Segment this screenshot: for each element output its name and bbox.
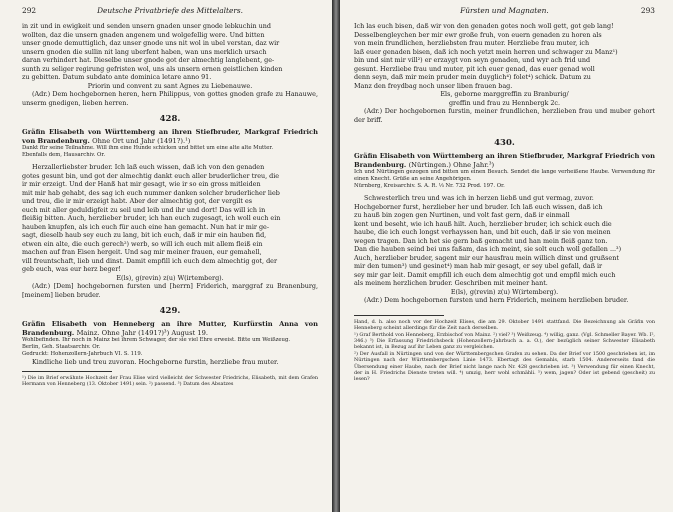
text-line: fleißig bitten. Auch, herzlieber bruder, ich han euch zugesagt, ich woll euch ein: [22, 214, 281, 223]
left-page: [0, 0, 332, 512]
text-line: denn seyn, daß mir mein pruder mein duyglich⁴) folet⁴) schick. Datum zu: [354, 73, 591, 81]
signature: greffin und frau zu Hennbergk 2c.: [448, 98, 561, 107]
text-line: vill freuntschaft, lieb und dinst. Damit empfill ich euch dem almechtig got, der: [22, 256, 277, 265]
letter-summary: Dankt für seine Teilnahme. Will ihm eine Hunde schicken und bittet um eine alte alte Mutter.: [22, 145, 274, 152]
text-line: hauben knupfen, als ich euch für auch eine han gemacht. Nun hat ir mir ge-: [22, 222, 269, 231]
text-line: zu hauß bin zogen gen Nurtinen, und volt fast gern, daß ir einmall: [354, 211, 570, 220]
text-line: in zit und in ewigkeit und senden unsern gnaden unser gnode lebkuchin und: [22, 22, 271, 30]
letter-title-text: Gräfin Elisabeth von Henneberg an ihre Mutter, Kurfürstin Anna von Brandenburg.: [22, 320, 318, 337]
running-head-title: Fürsten und Magnaten.: [460, 6, 549, 15]
signature: E(ls), g(revin) z(u) W(irtemberg).: [116, 273, 224, 282]
text-line: Desselbengleychen ber mir ewr große fruh, von euern genaden zu horen als: [354, 30, 602, 39]
text-line: zu gebitten. Datum subdato ante dominica letare anno 91.: [22, 73, 212, 81]
continued-letter: [22, 22, 318, 107]
letter-number: 428.: [159, 114, 181, 124]
text-line: wollten, daz die unsern gnaden angenem und wolgefellig were. Und bitten: [22, 30, 265, 39]
letter-body: [22, 163, 318, 299]
text-line: Ich las euch bisen, daß wir von den genaden gotes noch woll gett, got geb lang!: [354, 22, 614, 30]
signature: Priorin und convent zu sant Agnes zu Liebenauwe.: [87, 81, 253, 90]
letter-number: 430.: [494, 138, 515, 148]
letter-date: Ohne Ort und Jahr (1491?).¹): [92, 136, 191, 145]
letter-number: 429.: [159, 306, 181, 317]
address: (Adr.) Der hochgebornen furstin, meiner frundlichen, herzlieben frau und muber gehort der briff.: [354, 107, 655, 124]
letter-body: Kindliche lieb und treu zuvoran. Hochgeborne furstin, herzliebe frau muter.: [32, 358, 279, 367]
text-line: sagt, dieselb haub sey euch zu lang, bit ich euch, daß ir mir ein hauben fid,: [22, 231, 267, 240]
address: (Adr.) Dem hochgebornen fursten und hern Friderich, meinem herzlieben bruder.: [364, 296, 629, 305]
footnote: Hand, d. h. also noch vor der Hochzeit Elises, die am 29. Oktober 1491 stattfand. Die Bezeichnung als Gräfin von Henneberg scheint allerdings für die Zeit nach derselben.: [354, 318, 655, 332]
continued-letter: [354, 22, 655, 124]
letter-source: Berlin, Geh. Staatsarchiv. Or.: [22, 344, 101, 351]
text-line: Auch, herzlieber bruder, sagent mir eur hausfrau mein willich dinst und grußsent: [354, 253, 619, 262]
text-line: als meinem herzlichen bruder. Geschriben mit meiner hant.: [354, 279, 548, 288]
text-line: ir mir erzeigt. Und der Hanß hat mir gesagt, wie ir so ein gross mitleiden: [22, 180, 261, 189]
page-number: 292: [22, 6, 37, 15]
footnote-divider: [354, 315, 444, 316]
letter-source: Ebenfalls dem, Hausarchiv. Or.: [22, 152, 106, 159]
running-header: [354, 6, 655, 16]
text-line: laß euer genaden bisen, daß ich noch yetzt mein herren und schwager zu Manz¹): [354, 47, 618, 56]
letter-title-text: Gräfin Elisabeth von Württemberg an ihren Stiefbruder, Markgraf Friedrich von Brandenburg.: [22, 128, 318, 145]
letter-body: [354, 194, 655, 305]
letter-print: Gedruckt: Hohenzollern-Jahrbuch VI. S. 119.: [22, 351, 143, 358]
address: (Adr.) Dem hochgebornen heren, hern Philippus, von gottes gnoden grafe zu Hanauwe, unserm gnedigen, lieben herren.: [22, 90, 318, 107]
running-head-title: Deutsche Privatbriefe des Mittelalters.: [97, 6, 244, 15]
book-gutter: [332, 0, 340, 512]
text-line: unsern gnoden die sullin nit lang uberfent haben, wan uns merklich ursach: [22, 47, 267, 56]
text-line: daran verhindert hat. Dieselbe unser gnode got der almechtig langlebent, ge-: [22, 56, 275, 64]
letter-source: Nürnberg, Kreisarchiv. S. A. R. ⅓ Nr. 732 Prod. 197. Or.: [354, 183, 505, 190]
text-line: sunth zu seliger regirung gefristen wol, uns als unsern ernen geistlichen kinden: [22, 64, 283, 73]
text-line: Schwesterlich treu und was ich in herzen liebß und gut vermag, zuvor.: [364, 194, 594, 203]
text-line: gesunt. Herzliebe frau und muter, pit ich euer genad, das euer genad woll: [354, 64, 595, 73]
text-line: gotes gesunt bin, und got der almechtig dankt euch aller bruderlicher treu, die: [22, 171, 280, 180]
text-line: haube, die ich euch longst verhayssen han, und bit euch, daß ir sie von meinen: [354, 228, 611, 237]
footnote: ²) Der Ausfall in Nürtingen und von der Württembergschen Grafen zu sehen. Da der Brief vor 1500 geschrieben ist, im Nürtingen nach der Württembergschen Linie 1473. Ebertagt des Gemahls, starb 1504. Andererseits fand die Übersendung einer Haube, nach der Brief nicht lange nach Nr. 428 geschrieben ist. ³) Verwendung für einen Knecht, der in H. Friedrichs Dienste treten will. ⁴) umzig, herr wohl schmähli. ⁵) wem, jagen? Oder ist gebend (gescheit) zu lesen?: [354, 350, 655, 383]
letter-summary: Ich und Nürtingen gezogen und bitten um einen Besuch. Sendet die lange verheißene Haube. Verwendung für einen Knecht. Grüße an seine Angehörigen.: [354, 169, 655, 183]
text-line: geb euch, was eur herz beger!: [22, 265, 121, 274]
letter-title: [22, 320, 318, 337]
text-line: mir den tumen³) und gesinet⁴) man hab mir gesagt, er sey ubel gefall, daß ir: [354, 262, 603, 271]
running-header: [22, 6, 318, 16]
text-line: bin und sint mir vill²) er erzaygt von seyn genaden, und wyr ach frid und: [354, 56, 591, 64]
footnote-divider: [22, 371, 112, 372]
footnote: ¹) Die im Brief erwähnte Hochzeit der Frau Elise wird vielleicht der Schwester Friedrichs, Elisabeth, mit dem Grafen Hermann von Henneberg (13. Oktober 1491) sein. ²) passend. ³) Datum des Absatzes: [22, 374, 318, 388]
text-line: Hochgeborner furst, herzlieber her und bruder. Ich laß euch wissen, daß ich: [354, 202, 603, 211]
footnote: ¹) Graf Berthold von Henneberg, Erzbischof von Mainz. ²) viel? ³) Weißzeug. ⁴) willig, ganz. (Vgl. Schmeller Bayer. Wb. I², 346.) ⁵) Die Erfassung Friedrichsbeck (Hohenzollern-Jahrbuch a. a. O.), der bezüglich seiner Schwester Elisabeth bekannt ist, in Bezug auf ihr Leben ganz zu vergleichen.: [354, 331, 655, 351]
text-line: unser gnode demuttiglich, daz unser gnode uns nit wol in ubel verstan, daz wir: [22, 39, 280, 47]
text-line: Herzallerliebster bruder. Ich laß euch wissen, daß ich von den genaden: [32, 163, 265, 172]
text-line: kent und beseht, wie ich hauß hilt. Auch, herzlieber bruder, ich schick euch die: [354, 219, 612, 228]
signature: Els, geborne marggreffin zu Branburig/: [440, 90, 569, 98]
right-page: [340, 0, 673, 512]
address: (Adr.) [Dem] hochgebornen fursten und [herrn] Friderich, marggraf zu Branenburg, [meinem] lieben bruder.: [22, 282, 318, 299]
text-line: euch mit aller geduldigfeit zu seil und leib und ihr und dort! Das will ich in: [22, 205, 266, 214]
text-line: sey mir gar leit. Damit empfill ich euch dem almechtig got und empfil mich euch: [354, 270, 616, 279]
letter-date: Mainz. Ohne Jahr (1491?)³) August 19.: [76, 328, 208, 337]
text-line: Manz den freydbag noch unser liben frauen bag.: [354, 81, 513, 90]
text-line: machen auf fran Eisen hergeit. Und sag mir meiner frauen, eur gemahell,: [22, 248, 262, 257]
text-line: von mein frundlichen, herzliebsten frau muter. Herzliebe frau muter, ich: [354, 39, 590, 47]
text-line: wegen tragen. Dan ich het sie gern baß gemacht und han mein fleiß ganz ton.: [354, 236, 608, 245]
letter-title-text: Gräfin Elisabeth von Württemberg an ihren Stiefbruder, Markgraf Friedrich von Brandenburg.: [354, 152, 655, 169]
text-line: mit mir hab gehabt, des sag ich euch nummer danken solcher bruderlicher lieb: [22, 188, 280, 197]
letter-title: [354, 152, 655, 169]
letter-title: [22, 128, 318, 145]
text-line: Dan die hauben seind bei uns faßam, das ich meint, sie solt euch woll gefallen ...³): [354, 245, 622, 254]
letter-date: (Nürtingen.) Ohne Jahr.³): [408, 160, 495, 169]
signature: E(ls), g(revin) z(u) W(irtemberg).: [450, 287, 559, 296]
page-number: 293: [640, 6, 655, 15]
text-line: und treu, die ir mir erzeigt habt. Aber der almechtig got, der vergilt es: [22, 197, 253, 206]
letter-summary: Wohlbefinden. Ihr noch in Mainz bei ihrem Schwager, der sie viel Ehre erweist. Bitte um Weißzeug.: [22, 337, 291, 344]
text-line: etwen ein alte, die euch gerech²) werb, so will ich euch mit allem fleiß ein: [22, 239, 263, 248]
